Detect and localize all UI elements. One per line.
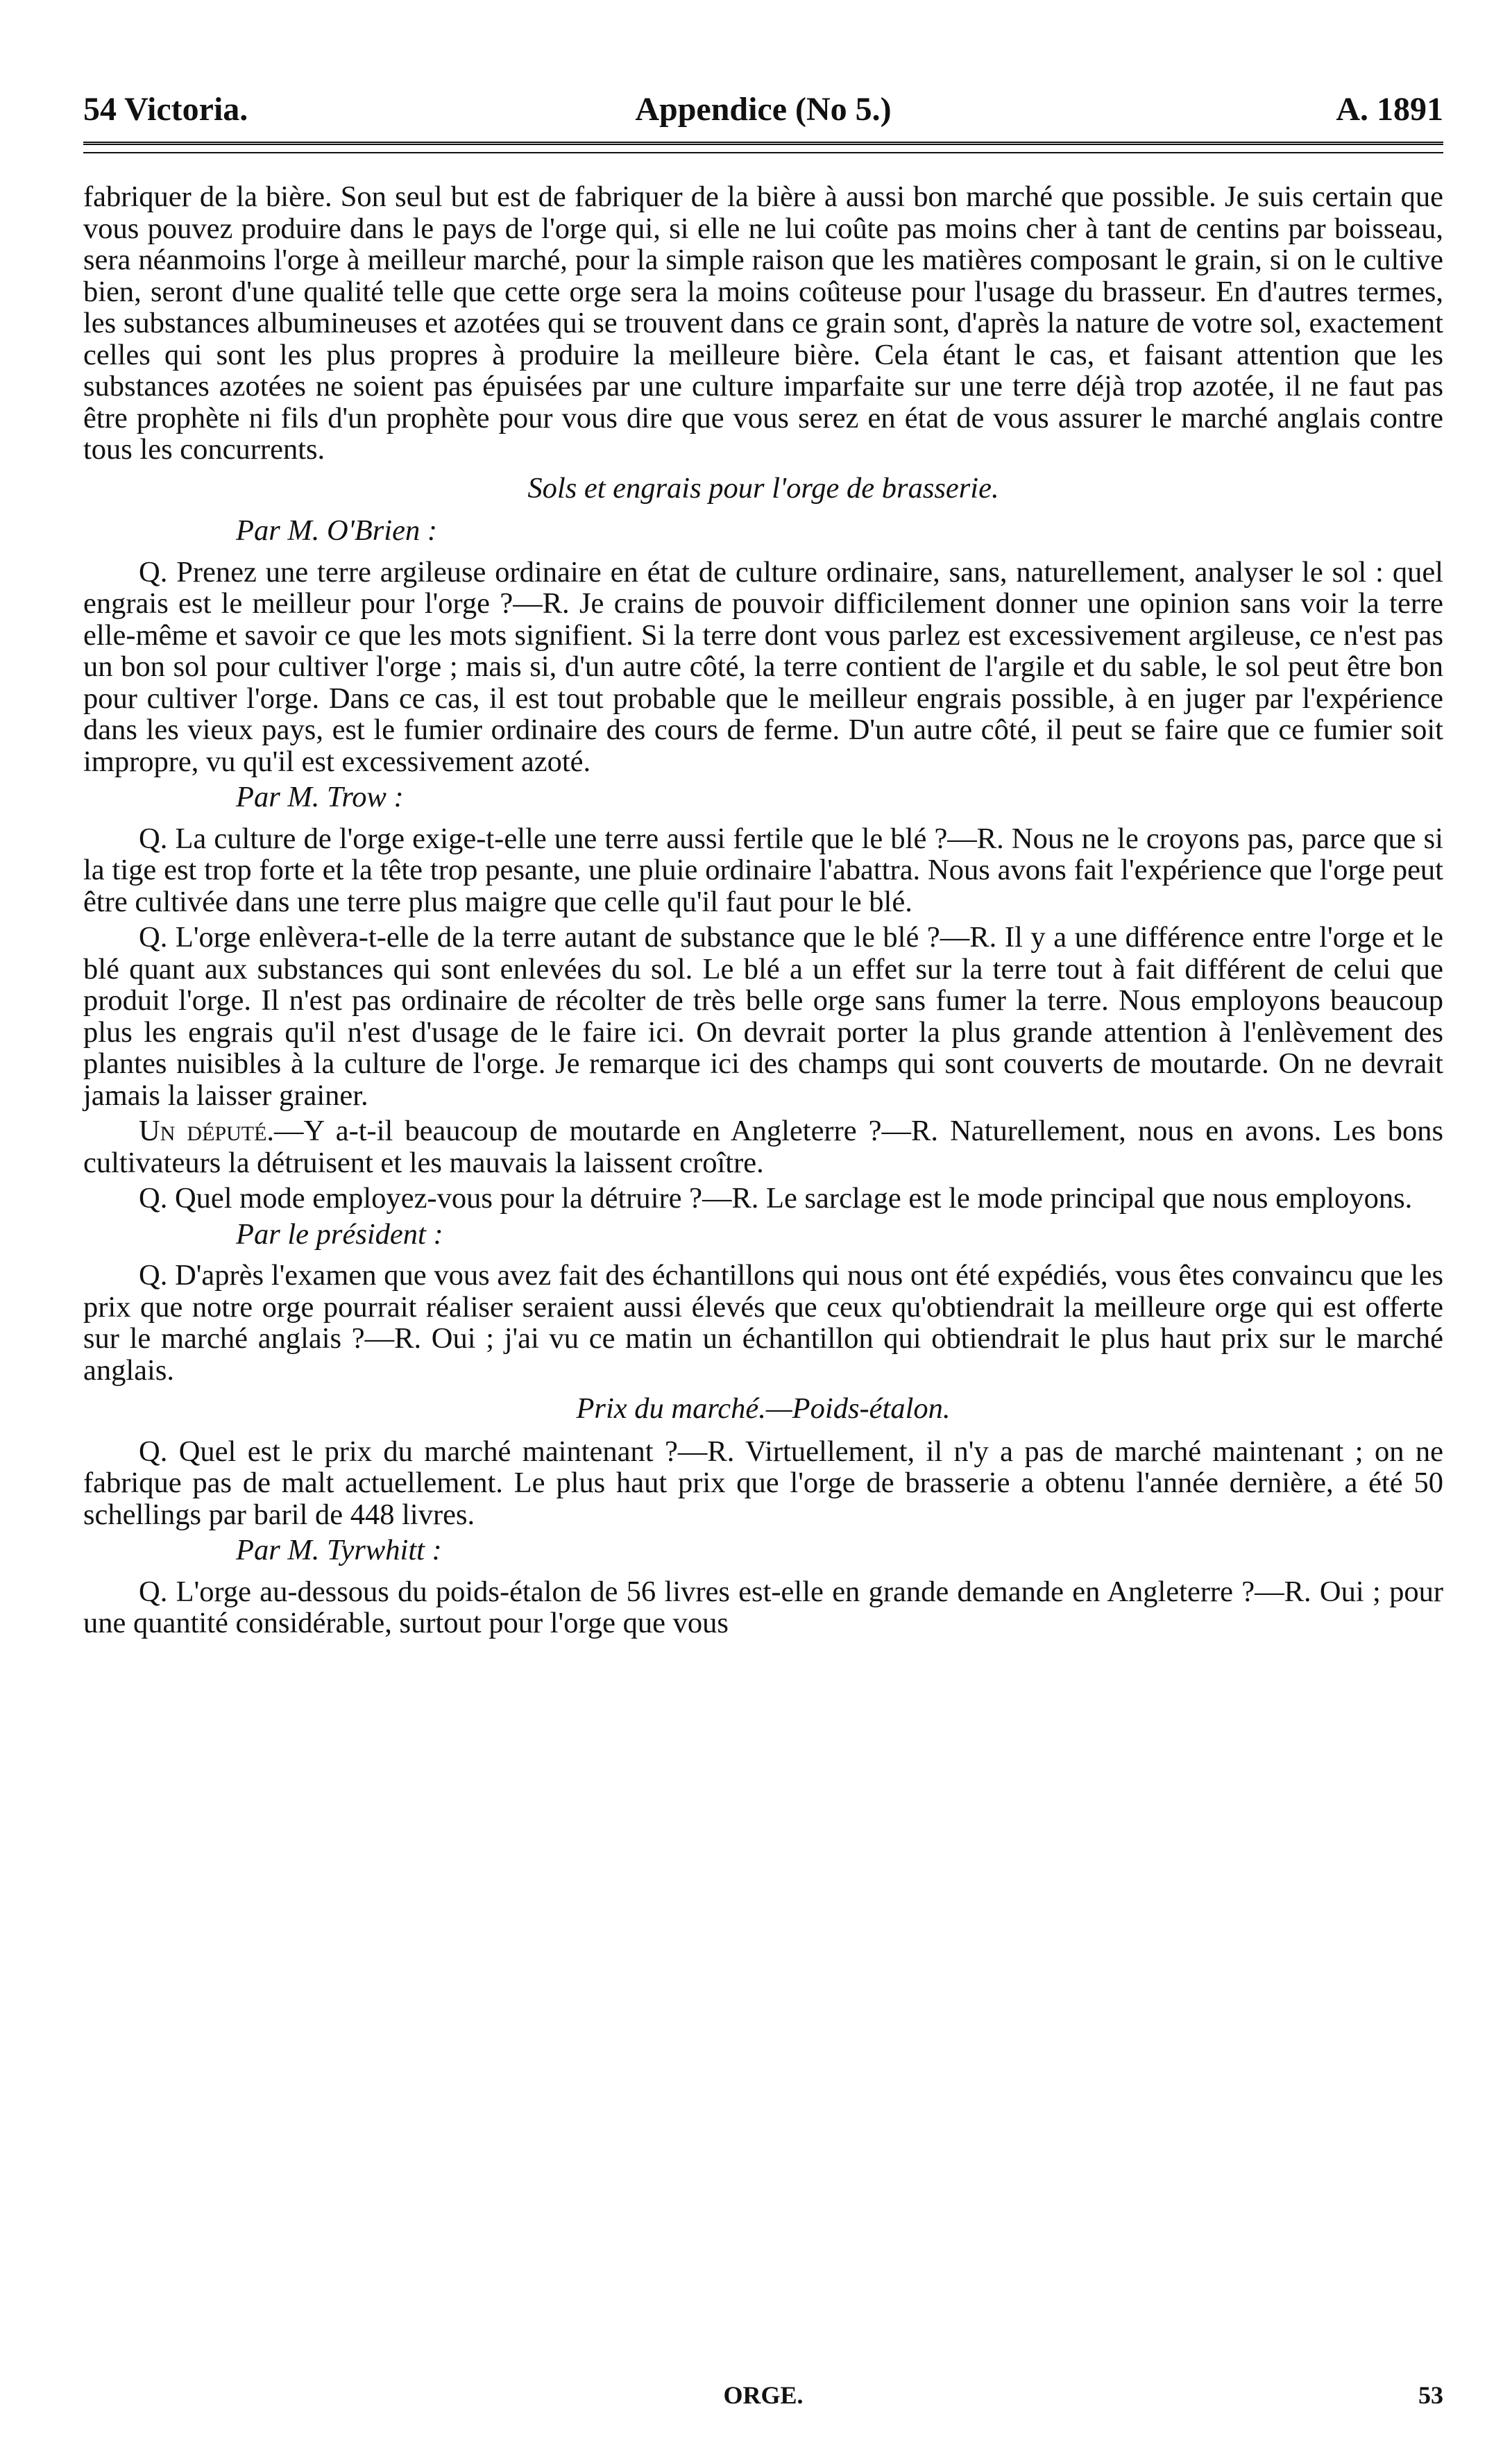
paragraph: Q. L'orge au-dessous du poids-étalon de 56 livres est-elle en grande demande en Angleterre ?—R. Oui ; pour une quantité considérable, surtout pour l'orge que vous <box>83 1575 1443 1639</box>
paragraph: Q. Prenez une terre argileuse ordinaire en état de culture ordinaire, sans, naturellement, analyser le sol : quel engrais est le meilleur pour l'orge ?—R. Je crains de pouvoir difficilement donner une opinion sans voir la terre elle-même et savoir ce que les mots signifient. Si la terre dont vous parlez est excessivement argileuse, ce n'est pas un bon sol pour cultiver l'orge ; mais si, d'un autre côté, la terre contient de l'argile et du sable, le sol peut être bon pour cultiver l'orge. Dans ce cas, il est tout probable que le meilleur engrais possible, à en juger par l'expérience dans les vieux pays, est le fumier ordinaire des cours de ferme. D'un autre côté, il peut se faire que ce fumier soit impropre, vu qu'il est excessivement azoté. <box>83 555 1443 778</box>
section-heading: Prix du marché.—Poids-étalon. <box>576 1392 951 1425</box>
paragraph: Q. La culture de l'orge exige-t-elle une terre aussi fertile que le blé ?—R. Nous ne le croyons pas, parce que si la tige est trop forte et la tête trop pesante, une pluie ordinaire l'abattra. Nous avons fait l'expérience que l'orge peut être cultivée dans une terre plus maigre que celle qu'il faut pour le blé. <box>83 822 1443 918</box>
speaker-line: Par M. Tyrwhitt : <box>236 1534 442 1566</box>
paragraph: Q. Quel est le prix du marché maintenant ?—R. Virtuellement, il n'y a pas de marché maintenant ; on ne fabrique pas de malt actuellement. Le plus haut prix que l'orge de brasserie a obtenu l'année dernière, a été 50 schellings par baril de 448 livres. <box>83 1435 1443 1531</box>
header-session: 54 Victoria. <box>83 91 248 128</box>
deputy-text: —Y a-t-il beaucoup de moutarde en Angleterre ?—R. Naturellement, nous en avons. Les bons cultivateurs la détruisent et les mauvais la laissent croître. <box>83 1115 1443 1179</box>
header-year: A. 1891 <box>1336 91 1443 128</box>
speaker-line: Par M. Trow : <box>236 781 404 813</box>
page-body <box>83 181 1443 1639</box>
paragraph: Q. L'orge enlèvera-t-elle de la terre autant de substance que le blé ?—R. Il y a une différence entre l'orge et le blé quant aux substances qui sont enlevées du sol. Le blé a un effet sur la terre tout à fait différent de celui que produit l'orge. Il n'est pas ordinaire de récolter de très belle orge sans fumer la terre. Nous employons beaucoup plus les engrais qu'il n'est d'usage de le faire ici. On devrait porter la plus grande attention à l'enlèvement des plantes nuisibles à la culture de l'orge. Je remarque ici des champs qui sont couverts de moutarde. On ne devrait jamais la laisser grainer. <box>83 921 1443 1112</box>
footer-topic: ORGE. <box>723 2381 804 2409</box>
speaker-line: Par le président : <box>236 1217 443 1251</box>
paragraph <box>83 1115 1443 1178</box>
document-page <box>83 76 1443 2436</box>
page-footer <box>83 2381 1443 2422</box>
header-appendix: Appendice (No 5.) <box>635 91 892 128</box>
paragraph: Q. Quel mode employez-vous pour la détruire ?—R. Le sarclage est le mode principal que nous employons. <box>139 1182 1413 1215</box>
speaker-line: Par M. O'Brien : <box>236 514 438 547</box>
header-rule <box>83 142 1443 153</box>
paragraph: Q. D'après l'examen que vous avez fait des échantillons qui nous ont été expédiés, vous êtes convaincu que les prix que notre orge pourrait réaliser seraient aussi élevés que ceux qu'obtiendrait la meilleure orge qui est offerte sur le marché anglais ?—R. Oui ; j'ai vu ce matin un échantillon qui obtiendrait le plus haut prix sur le marché anglais. <box>83 1259 1443 1387</box>
paragraph: fabriquer de la bière. Son seul but est de fabriquer de la bière à aussi bon marché que possible. Je suis certain que vous pouvez produire dans le pays de l'orge qui, si elle ne lui coûte pas moins cher à tant de centins par boisseau, sera néanmoins l'orge à meilleur marché, pour la simple raison que les matières composant le grain, si on le cultive bien, seront d'une qualité telle que cette orge sera la moins coûteuse pour l'usage du brasseur. En d'autres termes, les substances albumineuses et azotées qui se trouvent dans ce grain sont, d'après la nature de votre sol, exactement celles qui sont les plus propres à produire la meilleure bière. Cela étant le cas, et faisant attention que les substances azotées ne soient pas épuisées par une culture imparfaite sur une terre déjà trop azotée, il ne faut pas être prophète ni fils d'un prophète pour vous dire que vous serez en état de vous assurer le marché anglais contre tous les concurrents. <box>83 180 1443 466</box>
section-heading: Sols et engrais pour l'orge de brasserie. <box>527 471 999 505</box>
deputy-label: Un député. <box>139 1115 275 1147</box>
page-header <box>83 76 1443 132</box>
page-number: 53 <box>1418 2381 1443 2409</box>
